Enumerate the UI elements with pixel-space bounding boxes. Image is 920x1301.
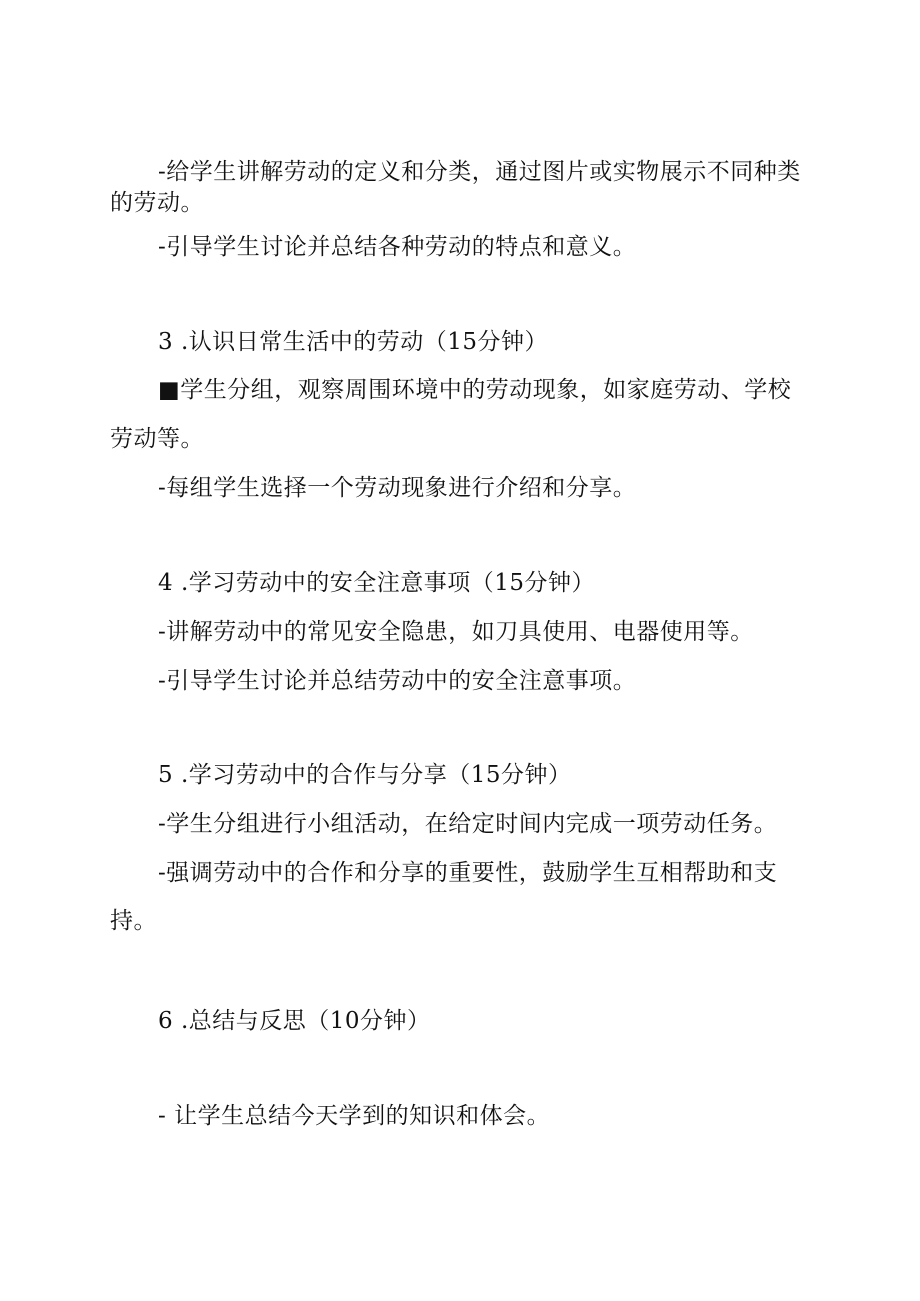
paragraph-group-observe-cont: 劳动等。 [110, 426, 204, 452]
paragraph-explain-labor-cont: 的劳动。 [110, 190, 204, 216]
paragraph-explain-labor: -给学生讲解劳动的定义和分类，通过图片或实物展示不同种类 [158, 159, 801, 185]
paragraph-cooperation-cont: 持。 [110, 908, 157, 934]
paragraph-choose-phenomenon: -每组学生选择一个劳动现象进行介绍和分享。 [158, 475, 637, 501]
paragraph-group-activity: -学生分组进行小组活动，在给定时间内完成一项劳动任务。 [158, 811, 778, 837]
paragraph-group-observe: ■学生分组，观察周围环境中的劳动现象，如家庭劳动、学校 [158, 377, 792, 403]
section-heading-3: 3 .认识日常生活中的劳动（15分钟） [158, 329, 549, 355]
section-heading-6: 6 .总结与反思（10分钟） [158, 1008, 431, 1034]
paragraph-cooperation: -强调劳动中的合作和分享的重要性，鼓励学生互相帮助和支 [158, 860, 778, 886]
paragraph-reflection: - 让学生总结今天学到的知识和体会。 [158, 1103, 551, 1129]
section-heading-4: 4 .学习劳动中的安全注意事项（15分钟） [158, 570, 596, 596]
section-heading-5: 5 .学习劳动中的合作与分享（15分钟） [158, 762, 572, 788]
paragraph-guide-discussion: -引导学生讨论并总结各种劳动的特点和意义。 [158, 234, 637, 260]
paragraph-safety-hazards: -讲解劳动中的常见安全隐患，如刀具使用、电器使用等。 [158, 619, 754, 645]
paragraph-safety-summary: -引导学生讨论并总结劳动中的安全注意事项。 [158, 668, 637, 694]
